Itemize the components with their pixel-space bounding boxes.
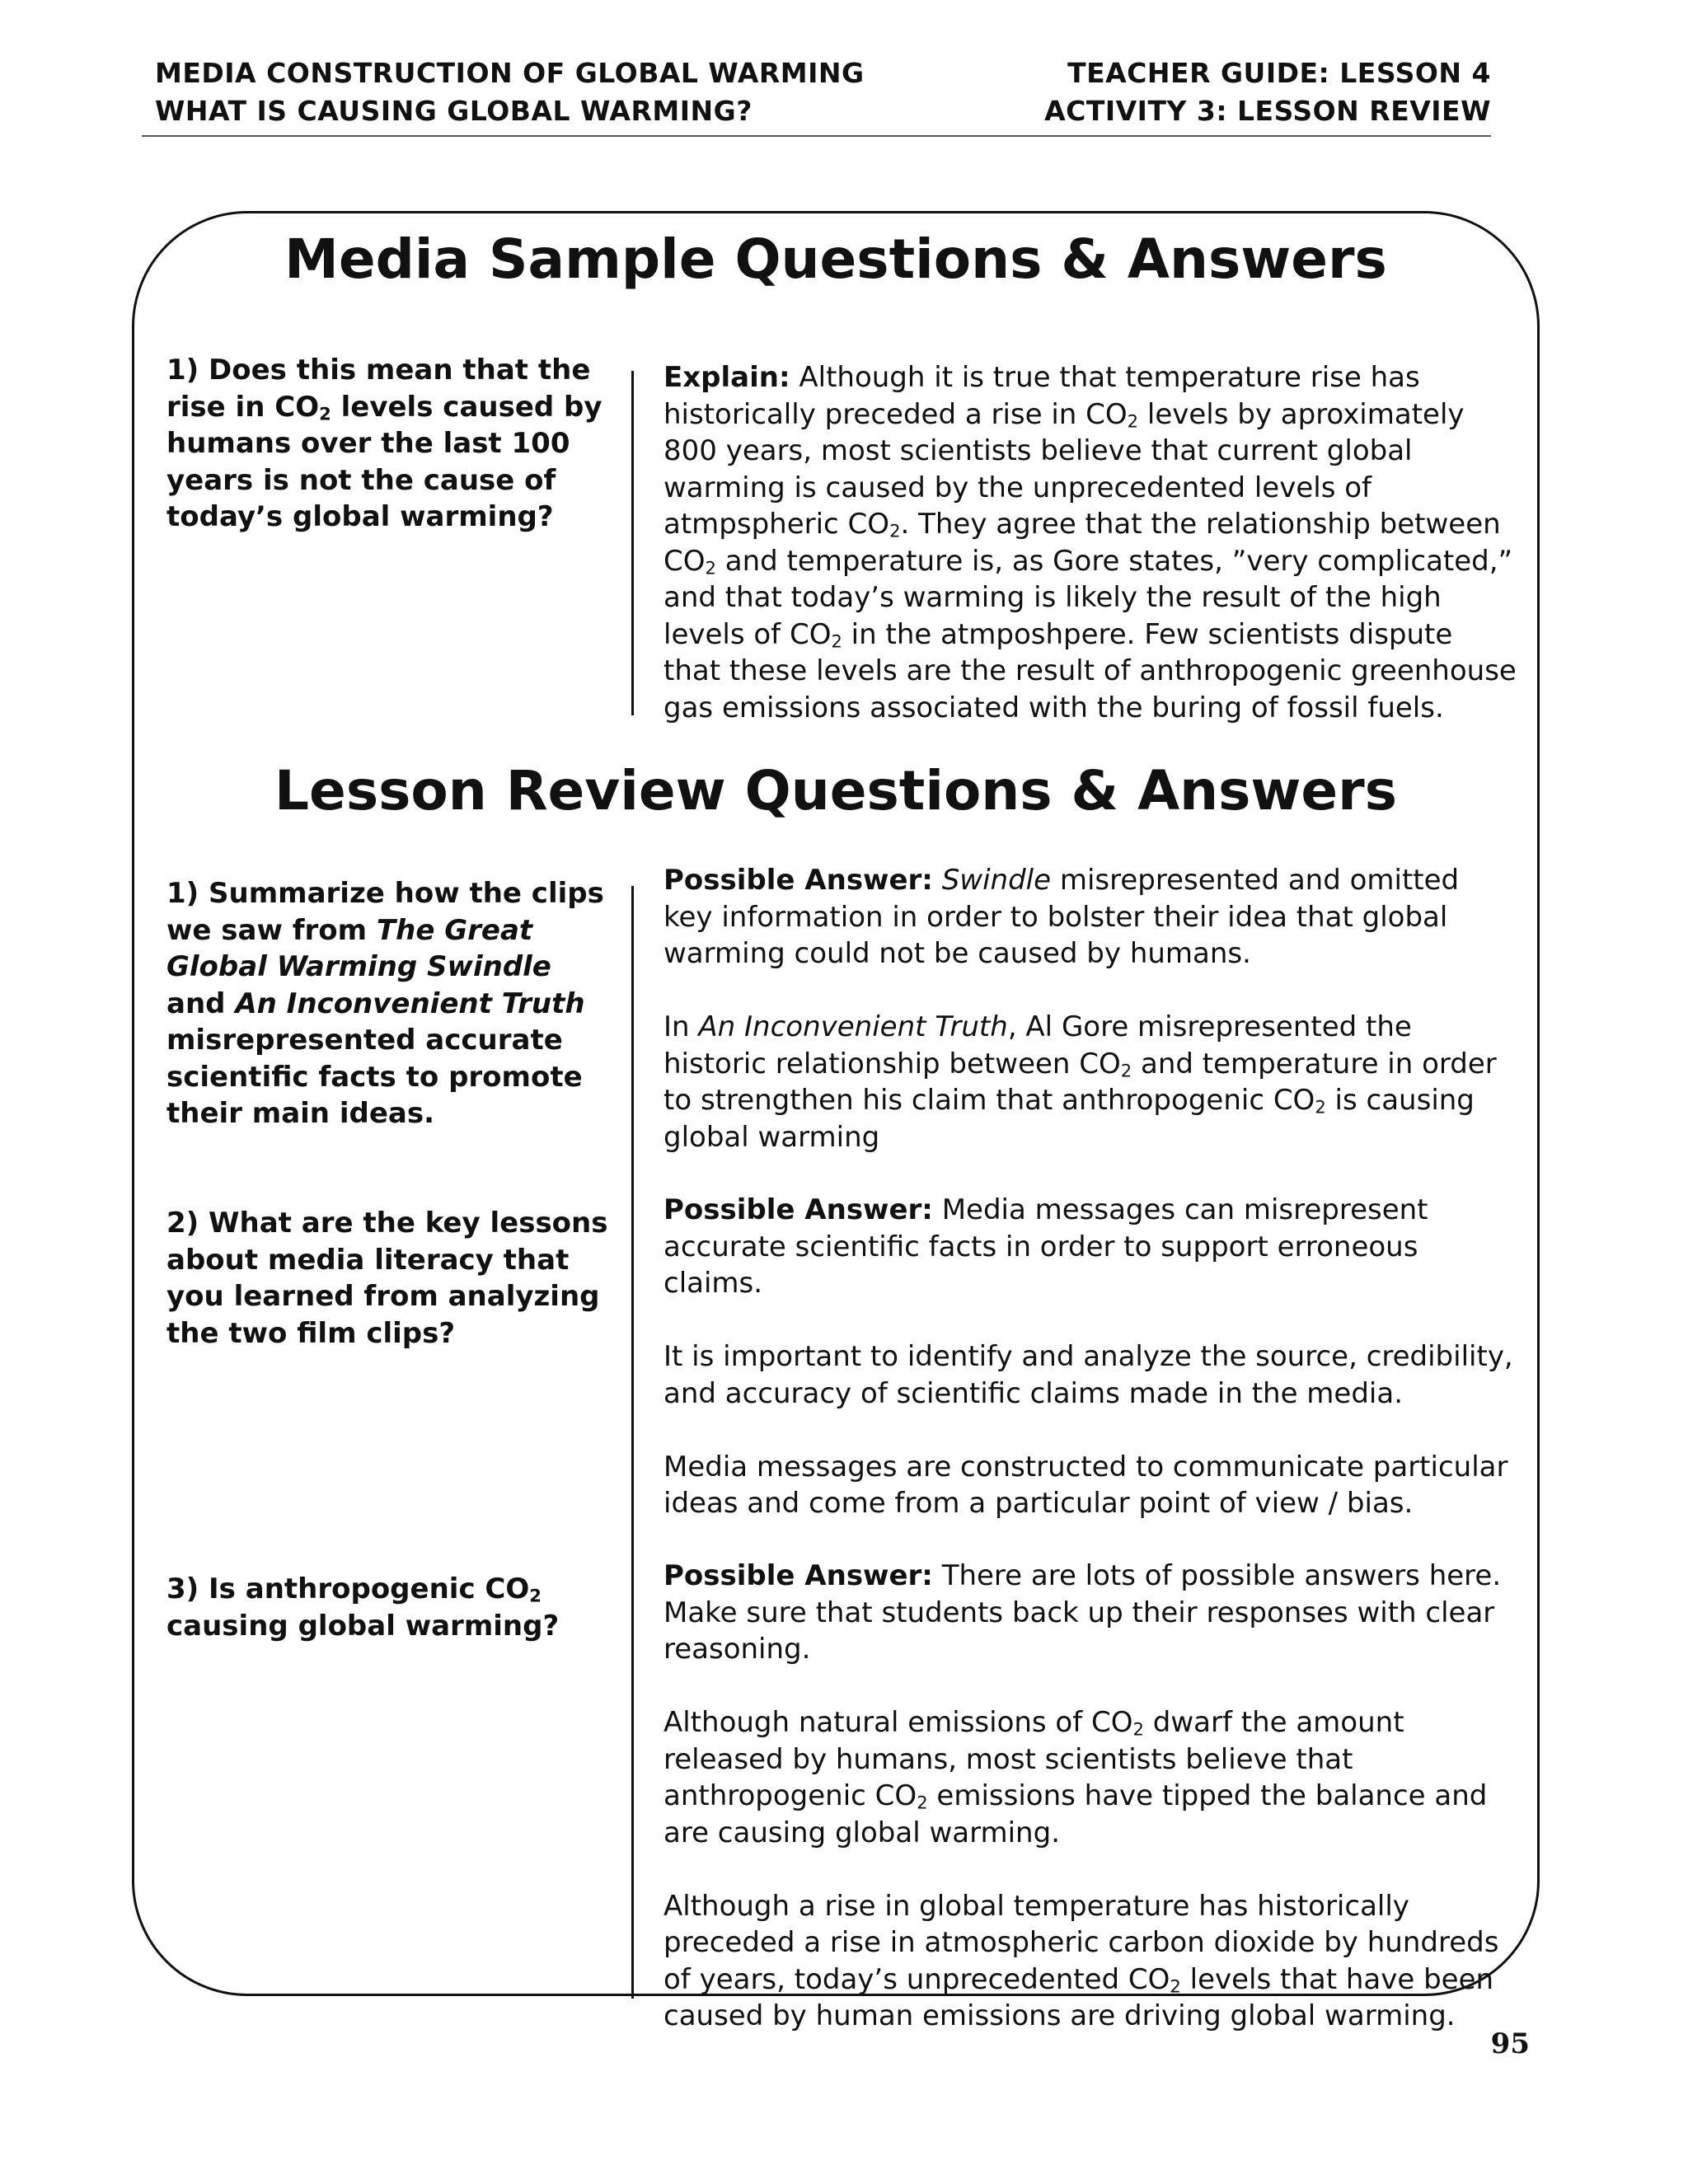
header-right [1044, 54, 1491, 130]
header-course-title: MEDIA CONSTRUCTION OF GLOBAL WARMING [155, 57, 865, 89]
header-guide-label: TEACHER GUIDE: LESSON 4 [1067, 57, 1491, 89]
header-left [155, 54, 865, 130]
review-divider [631, 886, 634, 1999]
review-question-1: 1) Summarize how the clips we saw from The Great Global Warming Swindle and An Inconvenient Truth misrepresented accurate scientific facts to promote their main ideas. [166, 877, 604, 1130]
review-question-2: 2) What are the key lessons about media literacy that you learned from analyzing the two film clips? [166, 1207, 608, 1350]
review-question-3: 3) Is anthropogenic $CO_2$ causing global warming? [166, 1572, 560, 1643]
header-lesson-title: WHAT IS CAUSING GLOBAL WARMING? [155, 95, 753, 127]
review-answer-3: Possible Answer: There are lots of possible answers here. Make sure that students back up their responses with clear reasoning. Although natural emissions of $CO_2$ dwarf the amount released by humans, most scientists believe that anthropogenic $CO_2$ emissions have tipped the balance and are causing global warming. Although a rise in global temperature has historically preceded a rise in atmospheric carbon dioxide by hundreds of years, today’s unprecedented $CO_2$ levels that have been caused by human emissions are driving global warming. [663, 1559, 1502, 2032]
media-answer-1: Explain: Although it is true that temperature rise has historically preceded a rise in $CO_2$ levels by aproximately 800 years, most scientists believe that current global warming is caused by the unprecedented levels of atmpspheric $CO_2$. They agree that the relationship between $CO_2$ and temperature is, as Gore states, ”very complicated,” and that today’s warming is likely the result of the high levels of $CO_2$ in the atmposhpere. Few scientists dispute that these levels are the result of anthropogenic greenhouse gas emissions associated with the buring of fossil fuels. [663, 361, 1517, 724]
header-rule [142, 135, 1491, 137]
review-answer-1: Possible Answer: Swindle misrepresented and omitted key information in order to bolster their idea that global warming could not be caused by humans. In An Inconvenient Truth, Al Gore misrepresented the historic relationship between $CO_2$ and temperature in order to strengthen his claim that anthropogenic $CO_2$ is causing global warming [663, 864, 1497, 1154]
review-answer-2: Possible Answer: Media messages can misrepresent accurate scientific facts in order to support erroneous claims. It is important to identify and analyze the source, credibility, and accuracy of scientific claims made in the media. Media messages are constructed to communicate particular ideas and come from a particular point of view / bias. [663, 1193, 1513, 1520]
page-number: 95 [1490, 2027, 1530, 2060]
media-sample-title: Media Sample Questions & Answers [284, 227, 1387, 291]
media-divider [631, 371, 634, 715]
media-question-1: 1) Does this mean that the rise in $CO_2$ levels caused by humans over the last 100 years is not the cause of today’s global warming? [166, 354, 603, 533]
header-activity-label: ACTIVITY 3: LESSON REVIEW [1044, 95, 1491, 127]
lesson-review-title: Lesson Review Questions & Answers [274, 759, 1397, 823]
